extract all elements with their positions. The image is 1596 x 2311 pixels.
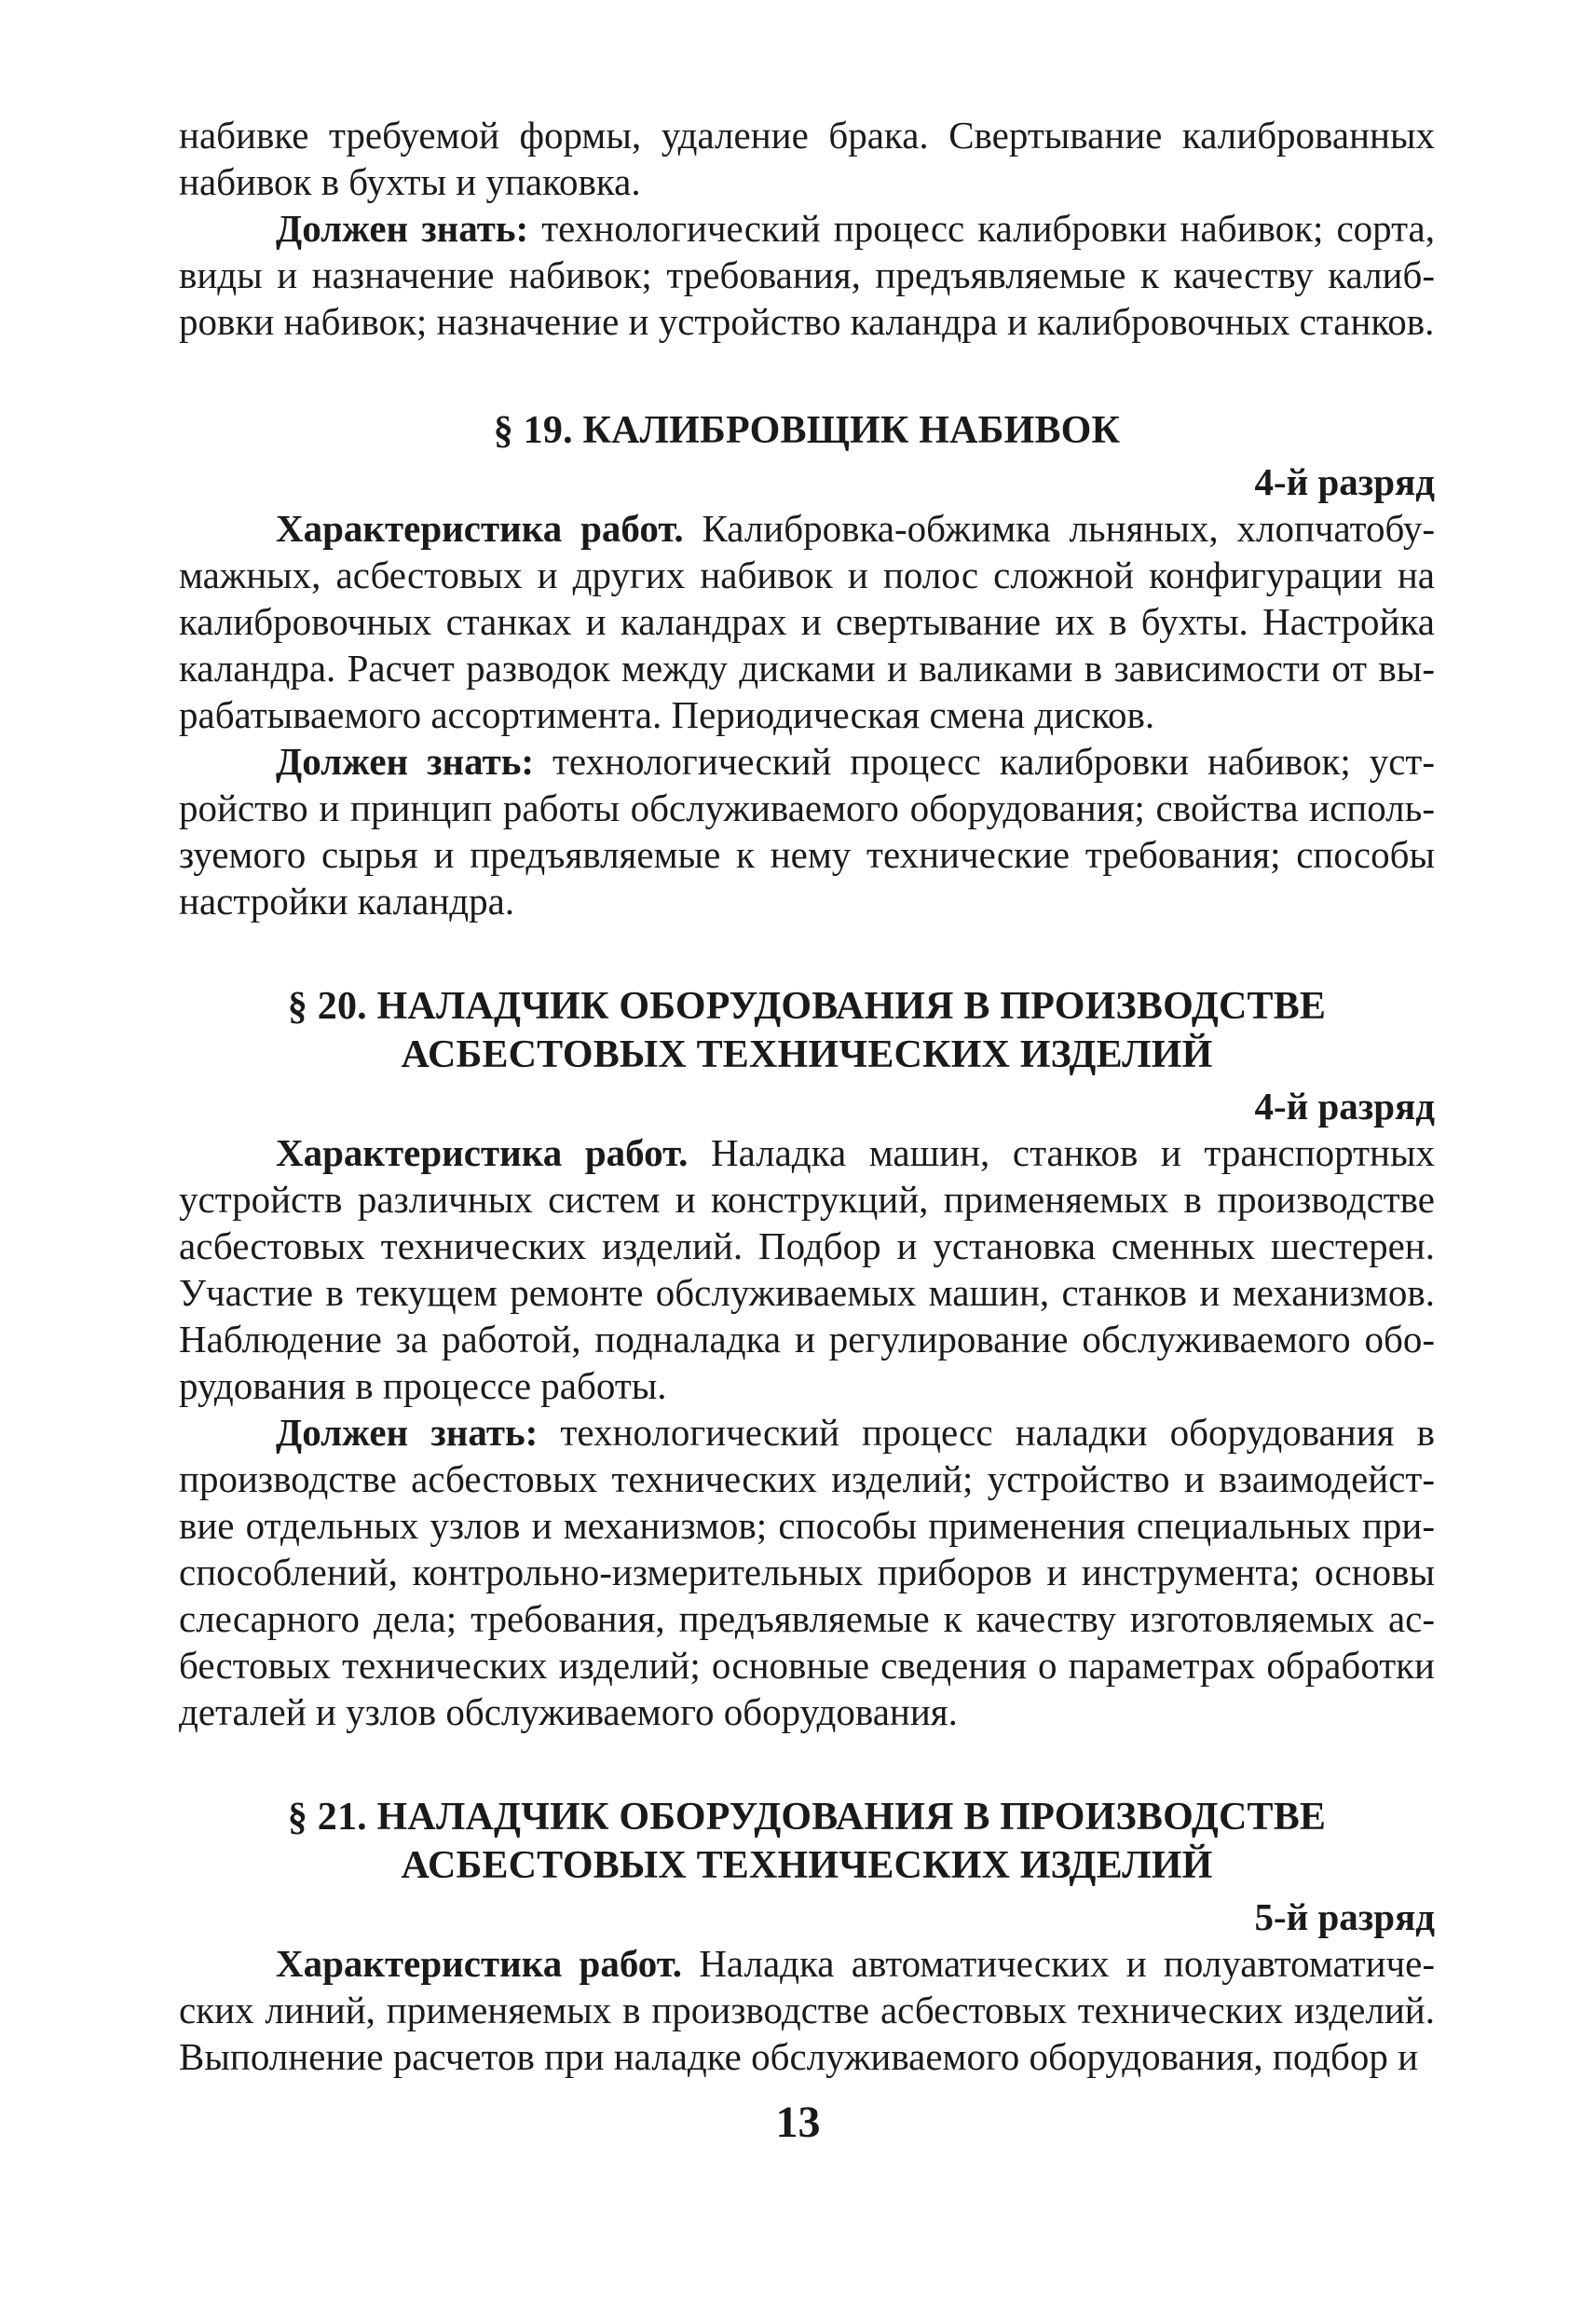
must-know-label: Должен знать: [276,207,529,250]
characteristics-text: Калибровка-обжимка льняных, хлопчатобумажных, асбестовых и других набивок и полос сложной конфигурации на калибровочных станках и каландрах и свертывание их в бухты. Настройка каландра. Расчет разводок между дисками и валиками в зависимости от вырабатываемого ассортимента. Периодическая смена дисков. [179,507,1435,736]
characteristics-text: Наладка автоматических и полуавтоматических линий, применяемых в производстве асбестовых технических изделий. Выполнение расчетов при наладке обслуживаемого оборудования, подбор и [179,1942,1435,2078]
section-19-title: § 19. КАЛИБРОВЩИК НАБИВОК [493,409,1121,452]
section-21-grade: 5-й разряд [1254,1895,1435,1938]
section-21-title-line2: АСБЕСТОВЫХ ТЕХНИЧЕСКИХ ИЗДЕЛИЙ [401,1844,1213,1887]
document-page [179,112,1435,2080]
must-know-text: технологический процесс калибровки набивок; сорта, виды и назначение набивок; требования, предъявляемые к качеству калибровки набивок; назначение и устройство каландра и калибровочных станков. [179,207,1435,343]
intro-must-know-paragraph [179,205,1435,345]
characteristics-label: Характеристика работ. [276,1942,683,1985]
must-know-label: Должен знать: [276,1411,539,1454]
section-20-must-know [179,1409,1435,1735]
section-19-characteristics [179,505,1435,738]
section-20-characteristics [179,1129,1435,1409]
section-21-title [179,1793,1435,1890]
characteristics-text: Наладка машин, станков и транспортных устройств различных систем и конструкций, применяемых в производстве асбестовых технических изделий. Подбор и установка сменных шестерен. Участие в текущем ремонте обслуживаемых машин, станков и механизмов. Наблюдение за работой, подналадка и регулирование обслуживаемого оборудования в процессе работы. [179,1131,1435,1407]
section-20-title-line1: § 20. НАЛАДЧИК ОБОРУДОВАНИЯ В ПРОИЗВОДСТВЕ [287,985,1327,1028]
section-19-must-know [179,738,1435,924]
page-number: 13 [775,2098,821,2147]
must-know-label: Должен знать: [276,740,535,783]
section-21-characteristics [179,1940,1435,2080]
section-19-grade: 4-й разряд [1254,460,1435,503]
characteristics-label: Характеристика работ. [276,1131,689,1174]
section-21-title-line1: § 21. НАЛАДЧИК ОБОРУДОВАНИЯ В ПРОИЗВОДСТВЕ [287,1796,1327,1839]
intro-paragraph: набивке требуемой формы, удаление брака. Свертывание калиброванных набивок в бухты и упаковка. [179,114,1435,203]
section-20-grade: 4-й разряд [1254,1085,1435,1128]
characteristics-label: Характеристика работ. [276,507,684,550]
section-20-title-line2: АСБЕСТОВЫХ ТЕХНИЧЕСКИХ ИЗДЕЛИЙ [401,1033,1213,1076]
must-know-text: технологический процесс калибровки набивок; устройство и принцип работы обслуживаемого оборудования; свойства используемого сырья и предъявляемые к нему технические требования; способы настройки каландра. [179,740,1435,923]
section-20-title [179,982,1435,1079]
must-know-text: технологический процесс наладки оборудования в производстве асбестовых технических изделий; устройство и взаимодействие отдельных узлов и механизмов; способы применения специальных приспособлений, контрольно-измерительных приборов и инструмента; основы слесарного дела; требования, предъявляемые к качеству изготовляемых асбестовых технических изделий; основные сведения о параметрах обработки деталей и узлов обслуживаемого оборудования. [179,1411,1435,1733]
